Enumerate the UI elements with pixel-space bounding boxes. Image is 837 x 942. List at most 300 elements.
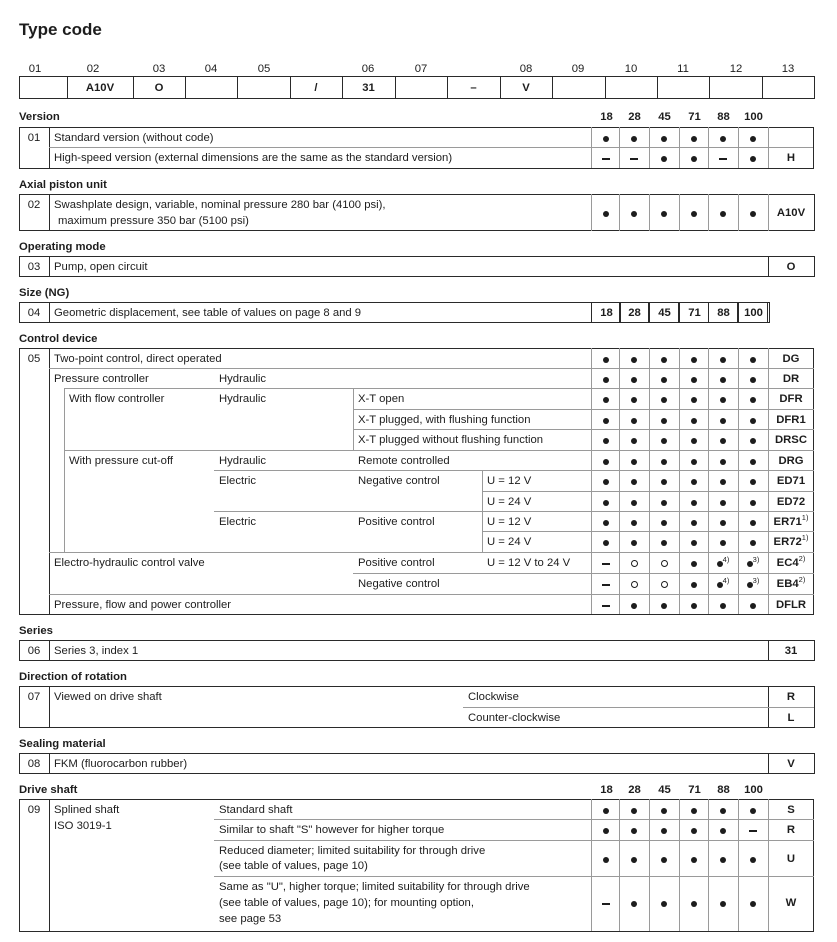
available-dot-icon xyxy=(631,808,637,814)
available-dot-icon xyxy=(720,808,726,814)
avail-cell-18 xyxy=(594,803,618,817)
available-dot-icon xyxy=(750,459,756,465)
avail-cell-88 xyxy=(711,896,735,910)
code-dr: DR xyxy=(782,373,800,385)
num-09: 09 xyxy=(27,804,41,816)
avail-cell-71 xyxy=(682,803,706,817)
size-value-88: 88 xyxy=(717,307,730,319)
size-header-71: 71 xyxy=(688,111,701,123)
available-dot-icon xyxy=(661,540,667,546)
avail-cell-18 xyxy=(594,515,618,529)
available-dot-icon xyxy=(661,857,667,863)
available-dot-icon xyxy=(603,459,609,465)
available-dot-icon xyxy=(661,438,667,444)
avail-cell-28 xyxy=(622,803,646,817)
available-dot-icon xyxy=(661,459,667,465)
ctrl-u12-1: U = 12 V xyxy=(487,475,532,487)
available-dot-icon xyxy=(661,479,667,485)
available-dot-icon xyxy=(603,357,609,363)
avail-cell-28 xyxy=(622,556,646,570)
available-dot-icon xyxy=(720,211,726,217)
avail-cell-28 xyxy=(622,454,646,468)
avail-cell-71 xyxy=(682,433,706,447)
position-value-3: 31 xyxy=(362,82,375,94)
avail-cell-45 xyxy=(652,131,676,145)
position-value-5: V xyxy=(522,82,530,94)
available-dot-icon xyxy=(691,397,697,403)
available-dot-icon xyxy=(691,520,697,526)
available-dot-icon xyxy=(603,136,609,142)
avail-cell-45 xyxy=(652,474,676,488)
avail-cell-18 xyxy=(594,413,618,427)
avail-cell-88 xyxy=(711,433,735,447)
avail-cell-71 xyxy=(682,151,706,165)
available-dot-icon xyxy=(750,603,756,609)
avail-cell-88 xyxy=(711,352,735,366)
available-dot-icon xyxy=(631,520,637,526)
ctrl-electric-1: Electric xyxy=(219,475,257,487)
avail-cell-18 xyxy=(594,598,618,612)
footnote-ref: 4) xyxy=(722,555,730,564)
avail-cell-88 xyxy=(711,495,735,509)
avail-cell-18 xyxy=(594,352,618,366)
avail-cell-71 xyxy=(682,515,706,529)
ctrl-pfp: Pressure, flow and power controller xyxy=(54,599,232,611)
available-dot-icon xyxy=(603,479,609,485)
avail-cell-45 xyxy=(652,495,676,509)
available-dot-icon xyxy=(720,438,726,444)
ctrl-u12-2: U = 12 V xyxy=(487,516,532,528)
available-dot-icon xyxy=(750,136,756,142)
code-v: V xyxy=(787,758,795,770)
available-dot-icon xyxy=(720,520,726,526)
position-label-08: 08 xyxy=(519,63,533,75)
avail-cell-18 xyxy=(594,433,618,447)
avail-cell-28 xyxy=(622,433,646,447)
avail-cell-18 xyxy=(594,206,618,220)
available-dot-icon xyxy=(661,520,667,526)
avail-cell-88 xyxy=(711,131,735,145)
ctrl-u24-2: U = 24 V xyxy=(487,536,532,548)
code-ed71: ED71 xyxy=(776,475,806,487)
avail-cell-28 xyxy=(622,151,646,165)
num-03: 03 xyxy=(27,261,41,273)
available-dot-icon xyxy=(750,211,756,217)
avail-cell-100 xyxy=(741,556,765,570)
available-dot-icon xyxy=(720,540,726,546)
available-dot-icon xyxy=(720,901,726,907)
avail-cell-45 xyxy=(652,556,676,570)
code-dfr: DFR xyxy=(779,393,803,405)
num-01: 01 xyxy=(27,132,41,144)
avail-cell-88 xyxy=(711,803,735,817)
avail-cell-88 xyxy=(711,454,735,468)
size-header-45: 45 xyxy=(658,111,671,123)
available-dot-icon xyxy=(691,156,697,162)
avail-cell-100 xyxy=(741,803,765,817)
avail-cell-18 xyxy=(594,577,618,591)
avail-cell-45 xyxy=(652,577,676,591)
section-title-drive: Drive shaft xyxy=(19,784,78,796)
position-label-11: 11 xyxy=(677,63,689,75)
code-dflr: DFLR xyxy=(775,599,807,611)
num-06: 06 xyxy=(27,645,41,657)
avail-cell-28 xyxy=(622,352,646,366)
num-07: 07 xyxy=(27,691,41,703)
code-r-rotation: R xyxy=(786,691,796,703)
section-title-version: Version xyxy=(19,111,60,123)
on-request-circle-icon xyxy=(661,581,668,588)
avail-cell-18 xyxy=(594,556,618,570)
code-l-rotation: L xyxy=(787,712,795,724)
available-dot-icon xyxy=(750,438,756,444)
axial-line1: Swashplate design, variable, nominal pressure 280 bar (4100 psi), xyxy=(54,199,386,211)
code-drg: DRG xyxy=(778,455,804,467)
avail-cell-71 xyxy=(682,598,706,612)
available-dot-icon xyxy=(720,397,726,403)
ctrl-two-point: Two-point control, direct operated xyxy=(54,353,222,365)
avail-cell-71 xyxy=(682,392,706,406)
available-dot-icon xyxy=(603,808,609,814)
drive-reduced-2: (see table of values, page 10) xyxy=(219,860,368,872)
avail-cell-71 xyxy=(682,206,706,220)
code-eb4: EB4$^{2)}$ xyxy=(776,575,806,590)
avail-cell-88 xyxy=(711,598,735,612)
avail-cell-45 xyxy=(652,896,676,910)
on-request-circle-icon xyxy=(661,560,668,567)
available-dot-icon xyxy=(720,357,726,363)
avail-cell-88 xyxy=(711,556,735,570)
num-08: 08 xyxy=(27,758,41,770)
drive-splined: Splined shaft xyxy=(54,804,120,816)
size-header-18: 18 xyxy=(600,784,613,796)
avail-cell-18 xyxy=(594,131,618,145)
not-available-dash-icon xyxy=(602,158,610,160)
avail-cell-88 xyxy=(711,151,735,165)
mode-text: Pump, open circuit xyxy=(54,261,148,273)
avail-cell-18 xyxy=(594,474,618,488)
available-dot-icon xyxy=(691,828,697,834)
rotation-cw: Clockwise xyxy=(468,691,519,703)
ctrl-electric-2: Electric xyxy=(219,516,257,528)
available-dot-icon xyxy=(750,540,756,546)
avail-cell-28 xyxy=(622,896,646,910)
code-dfr1: DFR1 xyxy=(776,414,806,426)
avail-cell-100 xyxy=(741,495,765,509)
avail-cell-100 xyxy=(741,535,765,549)
avail-cell-88 xyxy=(711,577,735,591)
ctrl-xt-plugged-flush: X-T plugged, with flushing function xyxy=(358,414,531,426)
code-a10v: A10V xyxy=(776,207,806,219)
available-dot-icon xyxy=(750,901,756,907)
code-s: S xyxy=(787,804,795,816)
footnote-ref: 3) xyxy=(752,555,760,564)
avail-cell-88 xyxy=(711,515,735,529)
avail-cell-71 xyxy=(682,352,706,366)
position-label-07: 07 xyxy=(414,63,428,75)
section-title-axial: Axial piston unit xyxy=(19,179,107,191)
avail-cell-71 xyxy=(682,372,706,386)
available-dot-icon xyxy=(720,479,726,485)
available-dot-icon xyxy=(750,357,756,363)
size-value-18: 18 xyxy=(600,307,613,319)
available-dot-icon xyxy=(750,377,756,383)
section-title-series: Series xyxy=(19,625,53,637)
avail-cell-71 xyxy=(682,823,706,837)
section-title-rotation: Direction of rotation xyxy=(19,671,127,683)
drive-same-3: see page 53 xyxy=(219,913,282,925)
position-label-04: 04 xyxy=(204,63,218,75)
available-dot-icon xyxy=(603,540,609,546)
avail-cell-71 xyxy=(682,413,706,427)
num-04: 04 xyxy=(27,307,41,319)
avail-cell-18 xyxy=(594,495,618,509)
ctrl-pressure-controller: Pressure controller xyxy=(54,373,149,385)
available-dot-icon xyxy=(631,479,637,485)
not-available-dash-icon xyxy=(602,563,610,565)
ctrl-xt-open: X-T open xyxy=(358,393,405,405)
avail-cell-88 xyxy=(711,823,735,837)
drive-similar: Similar to shaft "S" however for higher torque xyxy=(219,824,445,836)
available-dot-icon xyxy=(603,377,609,383)
section-title-control: Control device xyxy=(19,333,98,345)
avail-cell-45 xyxy=(652,151,676,165)
code-o: O xyxy=(786,261,796,273)
size-value-45: 45 xyxy=(658,307,671,319)
available-dot-icon xyxy=(691,459,697,465)
avail-cell-100 xyxy=(741,372,765,386)
position-value-2: / xyxy=(314,82,318,94)
available-dot-icon xyxy=(720,418,726,424)
avail-cell-88 xyxy=(711,535,735,549)
size-value-28: 28 xyxy=(628,307,641,319)
available-dot-icon xyxy=(720,828,726,834)
avail-cell-45 xyxy=(652,598,676,612)
size-header-18: 18 xyxy=(600,111,613,123)
avail-cell-71 xyxy=(682,495,706,509)
ctrl-u24-1: U = 24 V xyxy=(487,496,532,508)
size-header-28: 28 xyxy=(628,784,641,796)
avail-cell-28 xyxy=(622,206,646,220)
size-header-88: 88 xyxy=(717,111,730,123)
avail-cell-28 xyxy=(622,131,646,145)
avail-cell-28 xyxy=(622,823,646,837)
available-dot-icon xyxy=(631,438,637,444)
code-er71: ER71$^{1)}$ xyxy=(773,513,809,528)
avail-cell-28 xyxy=(622,392,646,406)
avail-cell-71 xyxy=(682,454,706,468)
series-text: Series 3, index 1 xyxy=(54,645,139,657)
available-dot-icon xyxy=(661,136,667,142)
avail-cell-45 xyxy=(652,803,676,817)
available-dot-icon xyxy=(750,418,756,424)
available-dot-icon xyxy=(631,211,637,217)
not-available-dash-icon xyxy=(630,158,638,160)
version-highspeed: High-speed version (external dimensions are the same as the standard version) xyxy=(54,152,453,164)
avail-cell-45 xyxy=(652,206,676,220)
available-dot-icon xyxy=(720,459,726,465)
ctrl-negative-1: Negative control xyxy=(358,475,440,487)
avail-cell-28 xyxy=(622,535,646,549)
axial-line2: maximum pressure 350 bar (5100 psi) xyxy=(58,215,249,227)
available-dot-icon xyxy=(603,397,609,403)
position-label-10: 10 xyxy=(624,63,638,75)
avail-cell-88 xyxy=(711,413,735,427)
avail-cell-100 xyxy=(741,206,765,220)
not-available-dash-icon xyxy=(602,903,610,905)
ctrl-positive-1: Positive control xyxy=(358,516,435,528)
avail-cell-100 xyxy=(741,577,765,591)
available-dot-icon xyxy=(691,857,697,863)
avail-cell-71 xyxy=(682,131,706,145)
version-standard: Standard version (without code) xyxy=(54,132,214,144)
avail-cell-45 xyxy=(652,372,676,386)
avail-cell-100 xyxy=(741,413,765,427)
avail-cell-28 xyxy=(622,474,646,488)
available-dot-icon xyxy=(691,211,697,217)
available-dot-icon xyxy=(661,397,667,403)
size-header-45: 45 xyxy=(658,784,671,796)
size-text: Geometric displacement, see table of values on page 8 and 9 xyxy=(54,307,362,319)
section-title-size: Size (NG) xyxy=(19,287,70,299)
available-dot-icon xyxy=(720,500,726,506)
code-er72: ER72$^{1)}$ xyxy=(773,533,809,548)
available-dot-icon xyxy=(661,603,667,609)
avail-cell-100 xyxy=(741,433,765,447)
avail-cell-88 xyxy=(711,474,735,488)
num-02: 02 xyxy=(27,199,41,211)
available-dot-icon xyxy=(720,857,726,863)
avail-cell-100 xyxy=(741,474,765,488)
available-dot-icon xyxy=(631,500,637,506)
avail-cell-45 xyxy=(652,352,676,366)
avail-cell-18 xyxy=(594,852,618,866)
drive-reduced-1: Reduced diameter; limited suitability for through drive xyxy=(219,845,486,857)
section-title-sealing: Sealing material xyxy=(19,738,106,750)
available-dot-icon xyxy=(631,459,637,465)
avail-cell-28 xyxy=(622,495,646,509)
available-dot-icon xyxy=(750,857,756,863)
available-dot-icon xyxy=(631,603,637,609)
position-value-4: – xyxy=(470,82,477,94)
code-ec4: EC4$^{2)}$ xyxy=(776,554,806,569)
available-dot-icon xyxy=(631,418,637,424)
available-dot-icon xyxy=(691,136,697,142)
available-dot-icon xyxy=(603,828,609,834)
avail-cell-71 xyxy=(682,852,706,866)
code-ed72: ED72 xyxy=(776,496,806,508)
avail-cell-28 xyxy=(622,598,646,612)
avail-cell-71 xyxy=(682,535,706,549)
size-value-71: 71 xyxy=(688,307,701,319)
position-value-0: A10V xyxy=(85,82,115,94)
avail-cell-71 xyxy=(682,896,706,910)
position-label-09: 09 xyxy=(571,63,585,75)
position-label-05: 05 xyxy=(257,63,271,75)
avail-cell-71 xyxy=(682,577,706,591)
avail-cell-45 xyxy=(652,852,676,866)
avail-cell-100 xyxy=(741,454,765,468)
available-dot-icon xyxy=(603,500,609,506)
available-dot-icon xyxy=(691,561,697,567)
avail-cell-45 xyxy=(652,392,676,406)
available-dot-icon xyxy=(661,211,667,217)
avail-cell-28 xyxy=(622,413,646,427)
available-dot-icon xyxy=(631,540,637,546)
available-dot-icon xyxy=(750,500,756,506)
available-dot-icon xyxy=(661,808,667,814)
not-available-dash-icon xyxy=(602,584,610,586)
rotation-text: Viewed on drive shaft xyxy=(54,691,162,703)
code-31: 31 xyxy=(784,645,798,657)
drive-iso: ISO 3019-1 xyxy=(54,820,112,832)
avail-cell-28 xyxy=(622,852,646,866)
available-dot-icon xyxy=(720,377,726,383)
avail-cell-18 xyxy=(594,392,618,406)
available-dot-icon xyxy=(631,357,637,363)
size-header-100: 100 xyxy=(744,784,763,796)
available-dot-icon xyxy=(691,540,697,546)
avail-cell-18 xyxy=(594,535,618,549)
available-dot-icon xyxy=(750,397,756,403)
drive-same-1: Same as "U", higher torque; limited suitability for through drive xyxy=(219,881,530,893)
drive-standard: Standard shaft xyxy=(219,804,293,816)
available-dot-icon xyxy=(691,500,697,506)
avail-cell-28 xyxy=(622,372,646,386)
avail-cell-18 xyxy=(594,151,618,165)
ctrl-positive-2: Positive control xyxy=(358,557,435,569)
available-dot-icon xyxy=(661,156,667,162)
code-u: U xyxy=(786,853,796,865)
avail-cell-71 xyxy=(682,556,706,570)
available-dot-icon xyxy=(750,520,756,526)
code-h: H xyxy=(786,152,796,164)
section-title-mode: Operating mode xyxy=(19,241,106,253)
ctrl-hydraulic-2: Hydraulic xyxy=(219,393,267,405)
code-r-shaft: R xyxy=(786,824,796,836)
available-dot-icon xyxy=(691,582,697,588)
position-value-1: O xyxy=(154,82,164,94)
avail-cell-100 xyxy=(741,896,765,910)
avail-cell-100 xyxy=(741,392,765,406)
available-dot-icon xyxy=(691,438,697,444)
position-label-12: 12 xyxy=(729,63,743,75)
avail-cell-100 xyxy=(741,352,765,366)
avail-cell-28 xyxy=(622,577,646,591)
ctrl-ehcv: Electro-hydraulic control valve xyxy=(54,557,205,569)
avail-cell-100 xyxy=(741,598,765,612)
page-title: Type code xyxy=(19,20,102,39)
ctrl-hydraulic-3: Hydraulic xyxy=(219,455,267,467)
avail-cell-45 xyxy=(652,535,676,549)
avail-cell-18 xyxy=(594,896,618,910)
avail-cell-18 xyxy=(594,454,618,468)
not-available-dash-icon xyxy=(719,158,727,160)
available-dot-icon xyxy=(750,156,756,162)
available-dot-icon xyxy=(691,901,697,907)
available-dot-icon xyxy=(720,136,726,142)
code-drsc: DRSC xyxy=(774,434,807,446)
avail-cell-28 xyxy=(622,515,646,529)
available-dot-icon xyxy=(603,211,609,217)
available-dot-icon xyxy=(631,857,637,863)
footnote-ref: 4) xyxy=(722,576,730,585)
ctrl-hydraulic-1: Hydraulic xyxy=(219,373,267,385)
available-dot-icon xyxy=(631,377,637,383)
avail-cell-18 xyxy=(594,372,618,386)
available-dot-icon xyxy=(631,828,637,834)
available-dot-icon xyxy=(661,418,667,424)
